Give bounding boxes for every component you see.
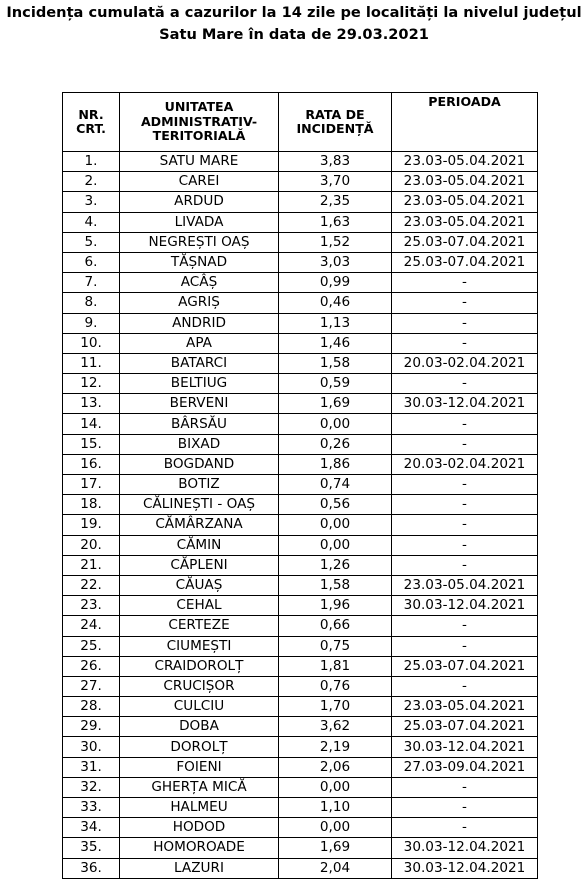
cell-nr: 32. (63, 777, 120, 797)
cell-period: - (392, 777, 538, 797)
cell-rate: 0,76 (279, 676, 392, 696)
cell-period: - (392, 636, 538, 656)
cell-period: 25.03-07.04.2021 (392, 656, 538, 676)
cell-rate: 0,00 (279, 818, 392, 838)
cell-nr: 18. (63, 495, 120, 515)
table-row (63, 656, 538, 676)
cell-rate: 1,86 (279, 454, 392, 474)
table-row (63, 616, 538, 636)
cell-rate: 2,04 (279, 858, 392, 878)
cell-nr: 2. (63, 172, 120, 192)
cell-locality: LAZURI (120, 858, 279, 878)
cell-locality: DOBA (120, 717, 279, 737)
cell-rate: 1,96 (279, 596, 392, 616)
cell-locality: CĂMÂRZANA (120, 515, 279, 535)
table-row (63, 212, 538, 232)
table-row (63, 273, 538, 293)
cell-period: - (392, 434, 538, 454)
cell-period: - (392, 555, 538, 575)
cell-nr: 12. (63, 374, 120, 394)
cell-nr: 27. (63, 676, 120, 696)
cell-rate: 0,59 (279, 374, 392, 394)
cell-locality: CĂMIN (120, 535, 279, 555)
cell-rate: 1,70 (279, 697, 392, 717)
cell-rate: 1,69 (279, 838, 392, 858)
cell-period: - (392, 495, 538, 515)
cell-nr: 30. (63, 737, 120, 757)
cell-nr: 8. (63, 293, 120, 313)
cell-period: 30.03-12.04.2021 (392, 394, 538, 414)
table-row (63, 374, 538, 394)
cell-locality: BOGDAND (120, 454, 279, 474)
cell-locality: FOIENI (120, 757, 279, 777)
cell-rate: 2,06 (279, 757, 392, 777)
cell-locality: BIXAD (120, 434, 279, 454)
cell-locality: BERVENI (120, 394, 279, 414)
cell-rate: 0,46 (279, 293, 392, 313)
cell-nr: 5. (63, 232, 120, 252)
cell-nr: 15. (63, 434, 120, 454)
table-row (63, 333, 538, 353)
header-period-label: PERIOADA (428, 94, 501, 109)
cell-period: 25.03-07.04.2021 (392, 232, 538, 252)
table-row (63, 475, 538, 495)
cell-rate: 0,00 (279, 414, 392, 434)
cell-period: - (392, 535, 538, 555)
cell-period: - (392, 333, 538, 353)
cell-nr: 25. (63, 636, 120, 656)
cell-period: 30.03-12.04.2021 (392, 838, 538, 858)
cell-nr: 3. (63, 192, 120, 212)
cell-period: - (392, 374, 538, 394)
table-row (63, 535, 538, 555)
cell-nr: 19. (63, 515, 120, 535)
cell-rate: 0,99 (279, 273, 392, 293)
cell-locality: APA (120, 333, 279, 353)
cell-locality: CEHAL (120, 596, 279, 616)
cell-locality: BOTIZ (120, 475, 279, 495)
incidence-table (62, 92, 538, 879)
cell-period: 23.03-05.04.2021 (392, 575, 538, 595)
table-row (63, 777, 538, 797)
cell-period: 23.03-05.04.2021 (392, 697, 538, 717)
cell-nr: 11. (63, 353, 120, 373)
table-row (63, 636, 538, 656)
cell-period: 23.03-05.04.2021 (392, 212, 538, 232)
table-row (63, 858, 538, 878)
cell-locality: CAREI (120, 172, 279, 192)
cell-rate: 1,52 (279, 232, 392, 252)
page-title (0, 2, 588, 46)
cell-locality: CĂPLENI (120, 555, 279, 575)
cell-nr: 24. (63, 616, 120, 636)
header-unit-line: ADMINISTRATIV- (140, 113, 258, 129)
table-row (63, 818, 538, 838)
cell-locality: DOROLȚ (120, 737, 279, 757)
header-rate (279, 93, 392, 152)
table-row (63, 555, 538, 575)
cell-rate: 0,00 (279, 777, 392, 797)
cell-rate: 3,83 (279, 152, 392, 172)
cell-period: 20.03-02.04.2021 (392, 353, 538, 373)
header-nr-line: CRT. (76, 121, 106, 136)
cell-locality: CULCIU (120, 697, 279, 717)
cell-rate: 0,66 (279, 616, 392, 636)
cell-nr: 16. (63, 454, 120, 474)
header-rate-line: RATA DE (305, 106, 365, 122)
cell-locality: GHERȚA MICĂ (120, 777, 279, 797)
cell-nr: 4. (63, 212, 120, 232)
table-row (63, 676, 538, 696)
table-row (63, 434, 538, 454)
cell-rate: 0,26 (279, 434, 392, 454)
table-row (63, 697, 538, 717)
table-row (63, 798, 538, 818)
cell-locality: HOMOROADE (120, 838, 279, 858)
cell-locality: CRAIDOROLȚ (120, 656, 279, 676)
header-unit-line: UNITATEA (164, 99, 234, 115)
cell-rate: 3,03 (279, 252, 392, 272)
cell-period: 30.03-12.04.2021 (392, 596, 538, 616)
cell-rate: 1,58 (279, 575, 392, 595)
cell-nr: 26. (63, 656, 120, 676)
cell-nr: 35. (63, 838, 120, 858)
cell-rate: 3,70 (279, 172, 392, 192)
table-header-row (63, 93, 538, 152)
cell-period: - (392, 475, 538, 495)
header-unit-line: TERITORIALĂ (152, 128, 246, 144)
cell-nr: 20. (63, 535, 120, 555)
cell-locality: TĂȘNAD (120, 252, 279, 272)
cell-rate: 1,58 (279, 353, 392, 373)
table-row (63, 495, 538, 515)
cell-period: - (392, 798, 538, 818)
header-unit (120, 93, 279, 152)
cell-rate: 1,10 (279, 798, 392, 818)
cell-locality: CĂLINEȘTI - OAȘ (120, 495, 279, 515)
cell-nr: 28. (63, 697, 120, 717)
table-row (63, 515, 538, 535)
cell-nr: 23. (63, 596, 120, 616)
cell-rate: 1,63 (279, 212, 392, 232)
cell-locality: HALMEU (120, 798, 279, 818)
cell-rate: 3,62 (279, 717, 392, 737)
table-row (63, 313, 538, 333)
header-rate-line: INCIDENȚĂ (296, 121, 374, 136)
cell-rate: 0,00 (279, 515, 392, 535)
header-period (392, 93, 538, 152)
cell-period: - (392, 414, 538, 434)
cell-locality: BELTIUG (120, 374, 279, 394)
cell-locality: CĂUAȘ (120, 575, 279, 595)
cell-locality: ANDRID (120, 313, 279, 333)
cell-period: 30.03-12.04.2021 (392, 858, 538, 878)
cell-nr: 21. (63, 555, 120, 575)
table-row (63, 757, 538, 777)
table-row (63, 717, 538, 737)
table-row (63, 394, 538, 414)
cell-nr: 29. (63, 717, 120, 737)
table-row (63, 232, 538, 252)
cell-nr: 14. (63, 414, 120, 434)
cell-nr: 22. (63, 575, 120, 595)
cell-nr: 34. (63, 818, 120, 838)
table-row (63, 152, 538, 172)
cell-locality: LIVADA (120, 212, 279, 232)
table-row (63, 838, 538, 858)
cell-rate: 2,19 (279, 737, 392, 757)
cell-nr: 33. (63, 798, 120, 818)
header-nr-line: NR. (78, 106, 104, 122)
title-line-2: Satu Mare în data de 29.03.2021 (159, 26, 429, 43)
title-line-1: Incidența cumulată a cazurilor la 14 zile pe localități la nivelul județul (6, 4, 582, 21)
cell-locality: CIUMEȘTI (120, 636, 279, 656)
cell-rate: 0,00 (279, 535, 392, 555)
cell-period: 27.03-09.04.2021 (392, 757, 538, 777)
cell-period: - (392, 293, 538, 313)
cell-nr: 13. (63, 394, 120, 414)
cell-locality: AGRIȘ (120, 293, 279, 313)
cell-period: 30.03-12.04.2021 (392, 737, 538, 757)
cell-rate: 0,75 (279, 636, 392, 656)
cell-nr: 6. (63, 252, 120, 272)
cell-rate: 0,56 (279, 495, 392, 515)
cell-period: 20.03-02.04.2021 (392, 454, 538, 474)
table-row (63, 454, 538, 474)
cell-period: - (392, 616, 538, 636)
cell-locality: NEGREȘTI OAȘ (120, 232, 279, 252)
cell-period: 23.03-05.04.2021 (392, 192, 538, 212)
cell-period: 23.03-05.04.2021 (392, 152, 538, 172)
cell-rate: 1,69 (279, 394, 392, 414)
table-row (63, 353, 538, 373)
cell-locality: ACÂȘ (120, 273, 279, 293)
cell-period: - (392, 313, 538, 333)
cell-locality: ARDUD (120, 192, 279, 212)
cell-rate: 1,46 (279, 333, 392, 353)
cell-locality: CERTEZE (120, 616, 279, 636)
table-row (63, 252, 538, 272)
table-row (63, 414, 538, 434)
cell-period: - (392, 818, 538, 838)
cell-nr: 36. (63, 858, 120, 878)
cell-rate: 1,13 (279, 313, 392, 333)
cell-locality: HODOD (120, 818, 279, 838)
cell-rate: 1,26 (279, 555, 392, 575)
cell-nr: 7. (63, 273, 120, 293)
cell-period: 23.03-05.04.2021 (392, 172, 538, 192)
cell-rate: 0,74 (279, 475, 392, 495)
table-row (63, 172, 538, 192)
cell-rate: 2,35 (279, 192, 392, 212)
cell-rate: 1,81 (279, 656, 392, 676)
cell-nr: 31. (63, 757, 120, 777)
cell-locality: BÂRSĂU (120, 414, 279, 434)
cell-nr: 9. (63, 313, 120, 333)
cell-nr: 17. (63, 475, 120, 495)
table-row (63, 575, 538, 595)
table-row (63, 293, 538, 313)
table-row (63, 192, 538, 212)
table-row (63, 737, 538, 757)
cell-nr: 10. (63, 333, 120, 353)
cell-period: 25.03-07.04.2021 (392, 717, 538, 737)
cell-period: - (392, 515, 538, 535)
cell-period: - (392, 676, 538, 696)
cell-period: - (392, 273, 538, 293)
cell-locality: SATU MARE (120, 152, 279, 172)
header-nr (63, 93, 120, 152)
table-row (63, 596, 538, 616)
cell-period: 25.03-07.04.2021 (392, 252, 538, 272)
cell-locality: BATARCI (120, 353, 279, 373)
cell-locality: CRUCIȘOR (120, 676, 279, 696)
cell-nr: 1. (63, 152, 120, 172)
